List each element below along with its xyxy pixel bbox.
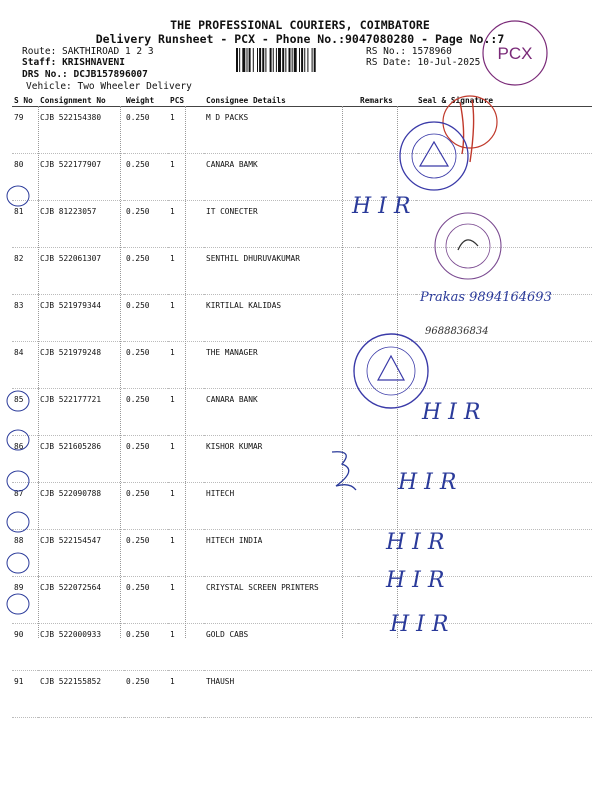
table-row xyxy=(12,671,592,718)
column-divider xyxy=(342,106,343,638)
cell-consignee: IT CONECTER xyxy=(204,201,358,248)
cell-weight: 0.250 xyxy=(124,577,168,624)
cell-pcs: 1 xyxy=(168,389,204,436)
cell-weight: 0.250 xyxy=(124,671,168,718)
cell-consignee: CANARA BANK xyxy=(204,389,358,436)
barcode-bar xyxy=(239,48,240,72)
cell-remarks xyxy=(358,295,416,342)
barcode-bar xyxy=(304,48,305,72)
signature-row-90: H I R xyxy=(386,568,445,593)
barcode-bar xyxy=(285,48,286,72)
cell-consignment-no: CJB 522061307 xyxy=(38,248,124,295)
runsheet-table xyxy=(12,94,592,718)
staff-name: KRISHNAVENI xyxy=(62,57,125,68)
cell-pcs: 1 xyxy=(168,201,204,248)
table-row xyxy=(12,201,592,248)
cell-pcs: 1 xyxy=(168,107,204,154)
column-divider xyxy=(120,106,121,638)
cell-seal-signature xyxy=(416,342,592,389)
cell-sno: 80 xyxy=(12,154,38,201)
barcode-bar xyxy=(242,48,245,72)
cell-sno: 90 xyxy=(12,624,38,671)
barcode-bar xyxy=(314,48,316,72)
cell-sno: 86 xyxy=(12,436,38,483)
barcode-bar xyxy=(257,48,258,72)
company-title: THE PROFESSIONAL COURIERS, COIMBATORE xyxy=(170,18,430,32)
cell-pcs: 1 xyxy=(168,248,204,295)
barcode-bar xyxy=(259,48,261,72)
pcx-stamp xyxy=(480,18,550,88)
phone-note-row-83: Prakas 9894164693 xyxy=(420,290,552,305)
table-row xyxy=(12,342,592,389)
cell-sno: 91 xyxy=(12,671,38,718)
col-sno: S No xyxy=(12,94,38,107)
cell-sno: 84 xyxy=(12,342,38,389)
cell-pcs: 1 xyxy=(168,342,204,389)
cell-weight: 0.250 xyxy=(124,201,168,248)
column-divider xyxy=(38,106,39,638)
cell-consignee: CRIYSTAL SCREEN PRINTERS xyxy=(204,577,358,624)
cell-weight: 0.250 xyxy=(124,342,168,389)
barcode-bar xyxy=(294,48,297,72)
cell-weight: 0.250 xyxy=(124,483,168,530)
signature-row-89: H I R xyxy=(386,530,445,555)
cell-seal-signature xyxy=(416,248,592,295)
cell-consignment-no: CJB 522090788 xyxy=(38,483,124,530)
cell-sno: 89 xyxy=(12,577,38,624)
cell-pcs: 1 xyxy=(168,436,204,483)
cell-pcs: 1 xyxy=(168,624,204,671)
cell-sno: 83 xyxy=(12,295,38,342)
cell-consignment-no: CJB 522177721 xyxy=(38,389,124,436)
cell-consignment-no: CJB 521979344 xyxy=(38,295,124,342)
signature-row-86: H I R xyxy=(422,400,481,425)
staff-line xyxy=(22,57,125,68)
col-remarks: Remarks xyxy=(358,94,416,107)
cell-sno: 88 xyxy=(12,530,38,577)
cell-consignee: M D PACKS xyxy=(204,107,358,154)
cell-weight: 0.250 xyxy=(124,248,168,295)
col-pcs: PCS xyxy=(168,94,204,107)
barcode-bar xyxy=(247,48,248,72)
barcode-bar xyxy=(253,48,254,72)
cell-weight: 0.250 xyxy=(124,389,168,436)
cell-weight: 0.250 xyxy=(124,530,168,577)
cell-consignment-no: CJB 521605286 xyxy=(38,436,124,483)
rs-number: RS No.: 1578960 xyxy=(366,46,452,57)
col-seal-signature: Seal & Signature xyxy=(416,94,592,107)
barcode-bar xyxy=(249,48,251,72)
table-row xyxy=(12,624,592,671)
cell-pcs: 1 xyxy=(168,154,204,201)
cell-consignee: SENTHIL DHURUVAKUMAR xyxy=(204,248,358,295)
cell-pcs: 1 xyxy=(168,295,204,342)
cell-consignment-no: CJB 522155852 xyxy=(38,671,124,718)
cell-consignment-no: CJB 522154547 xyxy=(38,530,124,577)
table-row xyxy=(12,530,592,577)
signature-row-91: H I R xyxy=(390,612,449,637)
cell-consignee: HITECH INDIA xyxy=(204,530,358,577)
column-divider xyxy=(397,106,398,638)
barcode-bar xyxy=(273,48,274,72)
col-weight: Weight xyxy=(124,94,168,107)
barcode-bar xyxy=(278,48,281,72)
table-row xyxy=(12,577,592,624)
barcode-bar xyxy=(282,48,284,72)
cell-consignee: HITECH xyxy=(204,483,358,530)
cell-sno: 81 xyxy=(12,201,38,248)
barcode-bar xyxy=(292,48,293,72)
cell-consignee: KISHOR KUMAR xyxy=(204,436,358,483)
barcode-image xyxy=(236,48,358,72)
rs-date: RS Date: 10-Jul-2025 xyxy=(366,57,481,68)
cell-seal-signature xyxy=(416,154,592,201)
table-header-row xyxy=(12,94,592,107)
table-row xyxy=(12,154,592,201)
cell-remarks xyxy=(358,342,416,389)
cell-seal-signature xyxy=(416,201,592,248)
table-row xyxy=(12,389,592,436)
cell-consignee: CANARA BAMK xyxy=(204,154,358,201)
cell-consignee: THE MANAGER xyxy=(204,342,358,389)
cell-consignee: KIRTILAL KALIDAS xyxy=(204,295,358,342)
cell-pcs: 1 xyxy=(168,671,204,718)
cell-consignment-no: CJB 521979248 xyxy=(38,342,124,389)
cell-consignment-no: CJB 81223057 xyxy=(38,201,124,248)
signature-row-88: H I R xyxy=(398,470,457,495)
cell-remarks xyxy=(358,248,416,295)
cell-remarks xyxy=(358,389,416,436)
cell-remarks xyxy=(358,107,416,154)
drs-number: DCJB157896007 xyxy=(73,69,148,80)
phone-note-row-84: 9688836834 xyxy=(425,326,489,337)
cell-seal-signature xyxy=(416,671,592,718)
column-divider xyxy=(185,106,186,638)
barcode-bar xyxy=(301,48,303,72)
barcode-bar xyxy=(265,48,266,72)
cell-sno: 87 xyxy=(12,483,38,530)
cell-consignment-no: CJB 522072564 xyxy=(38,577,124,624)
table-row xyxy=(12,436,592,483)
table-row xyxy=(12,107,592,154)
cell-pcs: 1 xyxy=(168,530,204,577)
cell-weight: 0.250 xyxy=(124,436,168,483)
route-line: Route: SAKTHIROAD 1 2 3 xyxy=(22,46,154,57)
cell-consignment-no: CJB 522177907 xyxy=(38,154,124,201)
vehicle-line: Vehicle: Two Wheeler Delivery xyxy=(26,81,192,92)
col-consignee: Consignee Details xyxy=(204,94,358,107)
cell-weight: 0.250 xyxy=(124,107,168,154)
table-row xyxy=(12,248,592,295)
drs-label: DRS No.: xyxy=(22,69,68,80)
cell-consignment-no: CJB 522000933 xyxy=(38,624,124,671)
signature-row-81: H I R xyxy=(352,194,411,219)
cell-sno: 82 xyxy=(12,248,38,295)
barcode-bar xyxy=(262,48,264,72)
cell-weight: 0.250 xyxy=(124,624,168,671)
cell-sno: 85 xyxy=(12,389,38,436)
pcx-stamp-text: PCX xyxy=(497,44,533,63)
table-row xyxy=(12,483,592,530)
barcode-bar xyxy=(299,48,300,72)
cell-sno: 79 xyxy=(12,107,38,154)
cell-consignment-no: CJB 522154380 xyxy=(38,107,124,154)
cell-consignee: THAUSH xyxy=(204,671,358,718)
barcode-bar xyxy=(270,48,272,72)
barcode-bar xyxy=(289,48,291,72)
cell-pcs: 1 xyxy=(168,577,204,624)
staff-label: Staff: xyxy=(22,57,57,68)
barcode-bar xyxy=(307,48,308,72)
cell-weight: 0.250 xyxy=(124,295,168,342)
cell-remarks xyxy=(358,671,416,718)
cell-seal-signature xyxy=(416,107,592,154)
barcode-bar xyxy=(276,48,277,72)
cell-pcs: 1 xyxy=(168,483,204,530)
col-consignment: Consignment No xyxy=(38,94,124,107)
drs-line xyxy=(22,69,148,80)
cell-weight: 0.250 xyxy=(124,154,168,201)
barcode-bar xyxy=(236,48,238,72)
runsheet-subtitle: Delivery Runsheet - PCX - Phone No.:9047080280 - Page No.:7 xyxy=(95,32,505,46)
cell-consignee: GOLD CABS xyxy=(204,624,358,671)
barcode-bar xyxy=(312,48,313,72)
